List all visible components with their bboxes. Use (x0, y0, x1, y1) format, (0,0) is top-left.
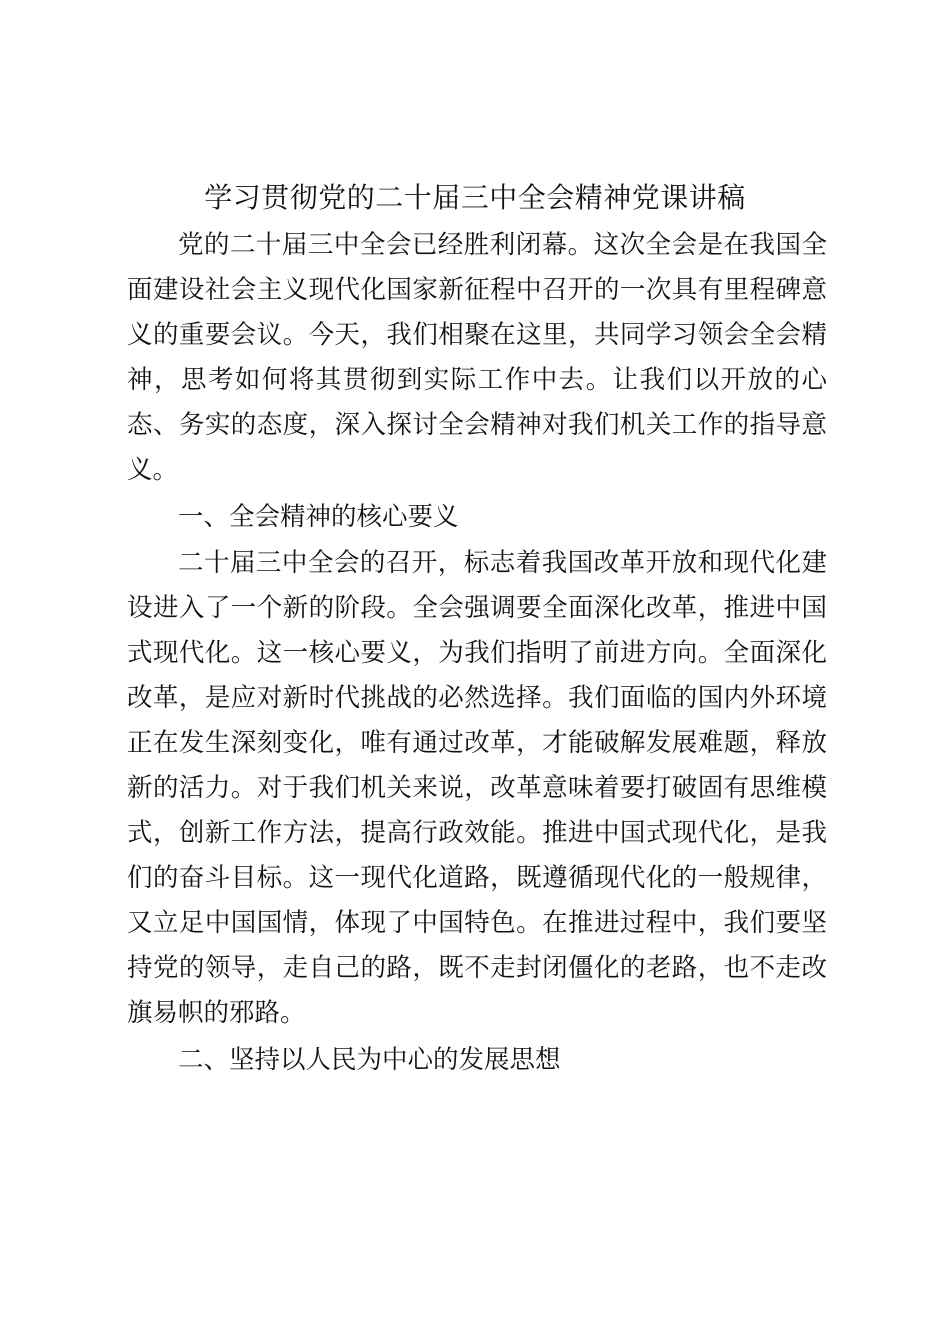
section-heading-1: 一、全会精神的核心要义 (178, 502, 459, 532)
section-1-paragraph: 二十届三中全会的召开，标志着我国改革开放和现代化建设进入了一个新的阶段。全会强调要全面深化改革，推进中国式现代化。这一核心要义，为我们指明了前进方向。全面深化改革，是应对新时代挑战的必然选择。我们面临的国内外环境正在发生深刻变化，唯有通过改革，才能破解发展难题，释放新的活力。对于我们机关来说，改革意味着要打破固有思维模式，创新工作方法，提高行政效能。推进中国式现代化，是我们的奋斗目标。这一现代化道路，既遵循现代化的一般规律，又立足中国国情，体现了中国特色。在推进过程中，我们要坚持党的领导，走自己的路，既不走封闭僵化的老路，也不走改旗易帜的邪路。 (127, 548, 827, 1028)
section-heading-2: 二、坚持以人民为中心的发展思想 (178, 1045, 561, 1075)
document-body (127, 223, 827, 1083)
intro-paragraph: 党的二十届三中全会已经胜利闭幕。这次全会是在我国全面建设社会主义现代化国家新征程中召开的一次具有里程碑意义的重要会议。今天，我们相聚在这里，共同学习领会全会精神，思考如何将其贯彻到实际工作中去。让我们以开放的心态、务实的态度，深入探讨全会精神对我们机关工作的指导意义。 (127, 230, 827, 485)
document-title: 学习贯彻党的二十届三中全会精神党课讲稿 (204, 181, 746, 214)
